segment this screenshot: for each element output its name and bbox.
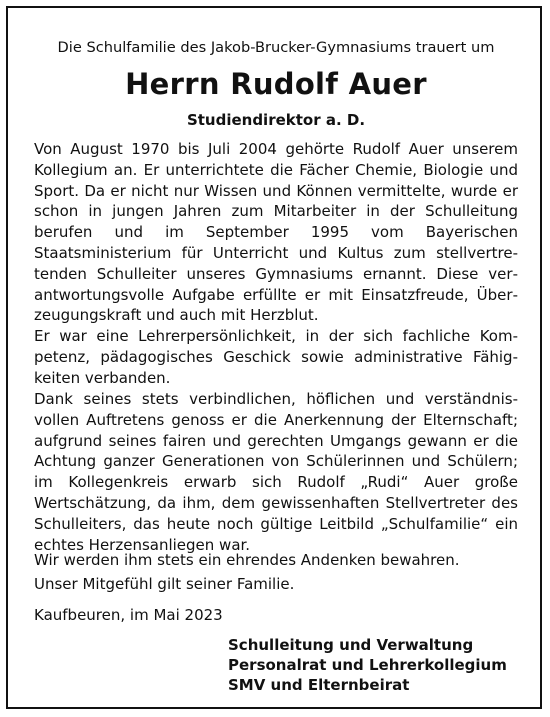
signature-line: SMV und Elternbeirat (228, 676, 410, 694)
signature-line: Personalrat und Lehrerkollegium (228, 656, 507, 674)
signature-block (228, 635, 507, 695)
intro-line: Die Schulfamilie des Jakob-Brucker-Gymnasiums trauert um (57, 39, 495, 56)
deceased-name: Herrn Rudolf Auer (125, 67, 427, 101)
signature-line: Schulleitung und Verwaltung (228, 636, 474, 654)
deceased-title: Studiendirektor a. D. (186, 111, 366, 129)
closing-remembrance: Wir werden ihm stets ein ehrendes Andenken bewahren. (34, 551, 460, 569)
closing-condolence: Unser Mitgefühl gilt seiner Familie. (34, 575, 295, 593)
place-date: Kaufbeuren, im Mai 2023 (34, 606, 223, 624)
obituary-frame (6, 6, 542, 709)
paragraph-career: Von August 1970 bis Juli 2004 gehörte Rudolf Auer unserem Kollegium an. Er unterrichtete die Fächer Chemie, Biologie und Sport. Da er nicht nur Wissen und Können vermittelte, wurde er schon in jungen Jahren zum Mitarbeiter in der Schulleitung berufen und im September 1995 vom Bayerischen Staatsministerium für Unterricht und Kultus zum stellvertretenden Schulleiter unseres Gymnasiums ernannt. Diese verantwortungsvolle Aufgabe erfüllte er mit Einsatzfreude, Überzeugungskraft und auch mit Herzblut. (34, 140, 518, 325)
paragraph-personality: Er war eine Lehrerpersönlichkeit, in der sich fachliche Kompetenz, pädagogisches Geschick sowie administrative Fähigkeiten verbanden. (34, 327, 518, 387)
paragraph-appreciation: Dank seines stets verbindlichen, höflichen und verständnisvollen Auftretens genoss er die Anerkennung der Elternschaft; aufgrund seines fairen und gerechten Umgangs gewann er die Achtung ganzer Generationen von Schülerinnen und Schülern; im Kollegenkreis erwarb sich Rudolf „Rudi“ Auer große Wertschätzung, da ihm, dem gewissenhaften Stellvertreter des Schulleiters, das heute noch gültige Leitbild „Schulfamilie“ ein echtes Herzensanliegen war. (34, 390, 518, 554)
